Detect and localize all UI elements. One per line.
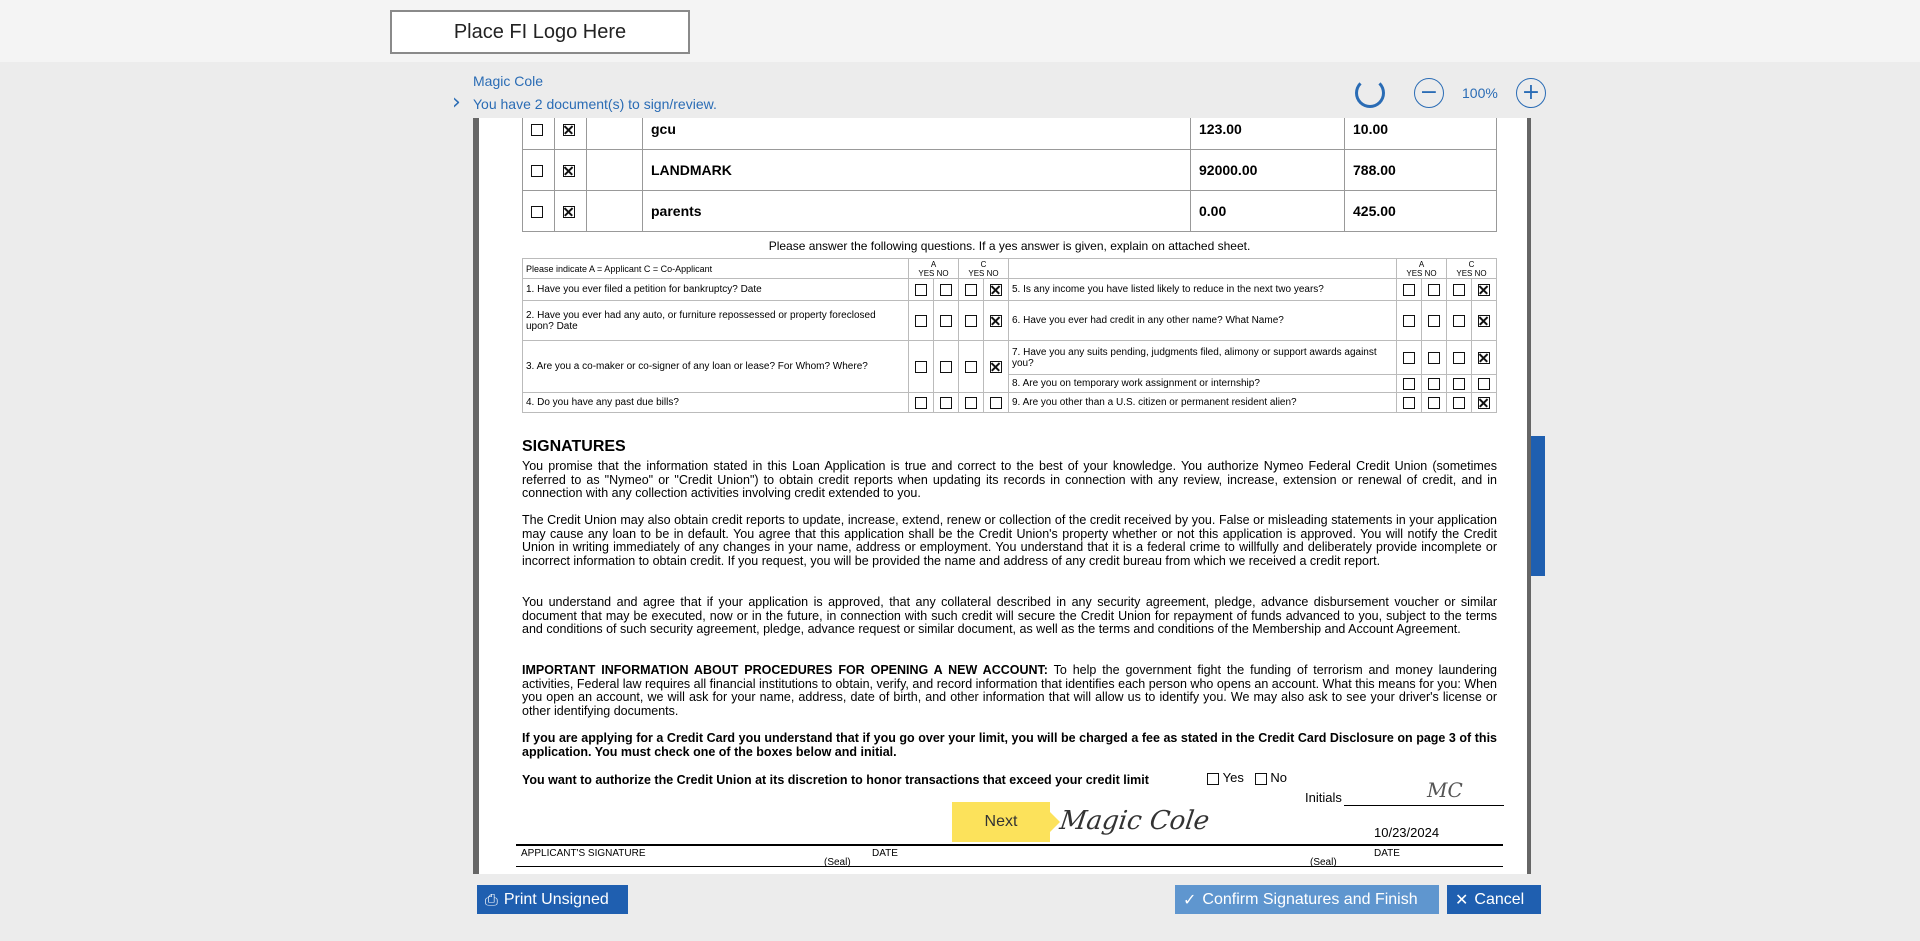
chevron-right-icon[interactable]: › bbox=[452, 90, 461, 115]
checkbox-checked[interactable] bbox=[1478, 352, 1490, 364]
checkbox[interactable] bbox=[1428, 378, 1440, 390]
checkbox[interactable] bbox=[965, 361, 977, 373]
confirm-signatures-button[interactable]: ✓ Confirm Signatures and Finish bbox=[1175, 885, 1439, 914]
checkbox[interactable] bbox=[940, 315, 952, 327]
checkbox-checked[interactable] bbox=[1478, 284, 1490, 296]
signature-line bbox=[516, 844, 1503, 846]
seal-label: (Seal) bbox=[824, 857, 851, 868]
questions-table: Please indicate A = Applicant C = Co-Applicant A YES NO C YES NO A YES NO C YES NO 1. Have you ever filed a petition for bankruptcy? Date 5. Is any income you have listed likely to reduce in the next two years? 2. Have you ever had any auto, or furniture repossessed or property foreclosed upon? Date 6. Have you ever had credit in any other name? What Name? 3. Are you a co-maker or co-signer of any loan or lease? For Whom? Where? 7. Have you any suits pending, judgments filed, alimony or support awards against you? 8. Are you on temporary work assignment or internship? 4. Do you have any past due bills? 9. Are you other than a U.S. citizen or permanent resident alien? bbox=[522, 258, 1497, 413]
checkbox[interactable] bbox=[1453, 315, 1465, 327]
liability-row: LANDMARK 92000.00 788.00 bbox=[523, 150, 1497, 191]
initials-value[interactable]: MC bbox=[1427, 778, 1463, 802]
question-4: 4. Do you have any past due bills? bbox=[523, 393, 909, 413]
question-7: 7. Have you any suits pending, judgments filed, alimony or support awards against you? bbox=[1009, 341, 1397, 375]
documents-message: You have 2 document(s) to sign/review. bbox=[473, 96, 717, 112]
checkbox[interactable] bbox=[1428, 397, 1440, 409]
initials-line bbox=[1344, 805, 1504, 806]
cancel-button[interactable]: ✕ Cancel bbox=[1447, 885, 1541, 914]
refresh-icon[interactable] bbox=[1355, 78, 1385, 108]
indicate-label: Please indicate A = Applicant C = Co-Applicant bbox=[523, 259, 909, 279]
user-bar bbox=[0, 62, 1920, 118]
checkbox[interactable] bbox=[1478, 378, 1490, 390]
limit-options: Yes No bbox=[1207, 770, 1287, 785]
checkbox-checked[interactable] bbox=[990, 284, 1002, 296]
checkbox[interactable] bbox=[1453, 378, 1465, 390]
applicant-signature[interactable]: Magic Cole bbox=[1057, 806, 1212, 836]
checkbox[interactable] bbox=[940, 284, 952, 296]
printer-icon: ⎙ bbox=[485, 889, 498, 909]
paragraph-authorization: You promise that the information stated in this Loan Application is true and correct to the best of your knowledge. You authorize Nymeo Federal Credit Union (sometimes referred to as "Nymeo" or "Credit Union") to obtain credit reports when updating its records in connection with any review, increase, extension or renewal of credit, and in connection with any collection activities involving credit extended to you. bbox=[522, 459, 1497, 500]
checkbox[interactable] bbox=[965, 284, 977, 296]
checkbox[interactable] bbox=[1453, 284, 1465, 296]
zoom-level: 100% bbox=[1462, 85, 1498, 101]
signature-date: 10/23/2024 bbox=[1374, 825, 1440, 840]
liability-row: gcu 123.00 10.00 bbox=[523, 118, 1497, 150]
co-signature-line bbox=[516, 866, 1503, 867]
checkbox[interactable] bbox=[1403, 284, 1415, 296]
checkbox[interactable] bbox=[965, 315, 977, 327]
checkbox[interactable] bbox=[531, 206, 543, 218]
checkbox-checked[interactable] bbox=[1478, 315, 1490, 327]
checkbox[interactable] bbox=[915, 397, 927, 409]
checkbox[interactable] bbox=[1453, 397, 1465, 409]
questions-intro: Please answer the following questions. If a yes answer is given, explain on attached sheet. bbox=[768, 239, 1251, 253]
paragraph-credit-card: If you are applying for a Credit Card you understand that if you go over your limit, you will be charged a fee as stated in the Credit Card Disclosure on page 3 of this application. You must check one of the boxes below and initial. bbox=[522, 731, 1497, 759]
question-3: 3. Are you a co-maker or co-signer of any loan or lease? For Whom? Where? bbox=[523, 341, 909, 393]
checkbox[interactable] bbox=[1403, 315, 1415, 327]
no-checkbox[interactable] bbox=[1255, 773, 1267, 785]
checkbox-checked[interactable] bbox=[563, 165, 575, 177]
checkbox-checked[interactable] bbox=[1478, 397, 1490, 409]
document-viewer[interactable] bbox=[473, 118, 1531, 874]
checkbox[interactable] bbox=[915, 361, 927, 373]
checkbox[interactable] bbox=[940, 397, 952, 409]
checkbox[interactable] bbox=[1428, 352, 1440, 364]
paragraph-collateral: You understand and agree that if your application is approved, that any collateral described in any security agreement, pledge, advance disbursement voucher or similar document that may be executed, now or in the future, in connection with such credit will secure the Credit Union for repayment of funds advanced to you, subject to the terms and conditions of such security agreement, pledge, advance request or similar document, as well as the terms and conditions of the Membership and Account Agreement. bbox=[522, 595, 1497, 636]
question-2: 2. Have you ever had any auto, or furniture repossessed or property foreclosed upon? Date bbox=[523, 301, 909, 341]
paragraph-authorize-limit: You want to authorize the Credit Union at its discretion to honor transactions that exceed your credit limit bbox=[522, 773, 1149, 787]
user-name: Magic Cole bbox=[473, 73, 544, 89]
checkbox[interactable] bbox=[915, 315, 927, 327]
question-5: 5. Is any income you have listed likely to reduce in the next two years? bbox=[1009, 279, 1397, 301]
close-icon: ✕ bbox=[1455, 890, 1469, 909]
fi-logo-placeholder: Place FI Logo Here bbox=[390, 10, 690, 54]
paragraph-new-account: IMPORTANT INFORMATION ABOUT PROCEDURES FOR OPENING A NEW ACCOUNT: To help the government fight the funding of terrorism and money laundering activities, Federal law requires all financial institutions to obtain, verify, and record information that identifies each person who opens an account. What this means for you: When you open an account, we will ask for your name, address, date of birth, and other information that will allow us to identify you. We may also ask to see your driver's license or other identifying documents. bbox=[522, 663, 1497, 718]
checkbox[interactable] bbox=[531, 165, 543, 177]
checkbox-checked[interactable] bbox=[563, 124, 575, 136]
scrollbar-thumb[interactable] bbox=[1531, 436, 1545, 576]
checkbox[interactable] bbox=[1428, 315, 1440, 327]
applicant-signature-label: APPLICANT'S SIGNATURE bbox=[521, 848, 646, 859]
checkbox[interactable] bbox=[531, 124, 543, 136]
signatures-heading: SIGNATURES bbox=[522, 438, 626, 455]
question-6: 6. Have you ever had credit in any other name? What Name? bbox=[1009, 301, 1397, 341]
checkbox-checked[interactable] bbox=[990, 361, 1002, 373]
checkbox-checked[interactable] bbox=[563, 206, 575, 218]
checkbox[interactable] bbox=[1403, 378, 1415, 390]
checkbox[interactable] bbox=[915, 284, 927, 296]
liabilities-table bbox=[522, 118, 1497, 232]
checkbox[interactable] bbox=[990, 397, 1002, 409]
checkbox[interactable] bbox=[965, 397, 977, 409]
date-label: DATE bbox=[1374, 848, 1400, 859]
print-unsigned-button[interactable]: ⎙ Print Unsigned bbox=[477, 885, 628, 914]
checkbox[interactable] bbox=[1428, 284, 1440, 296]
seal-label: (Seal) bbox=[1310, 857, 1337, 868]
checkmark-icon: ✓ bbox=[1183, 890, 1197, 909]
question-8: 8. Are you on temporary work assignment or internship? bbox=[1009, 375, 1397, 393]
initials-label: Initials bbox=[1305, 790, 1342, 805]
question-1: 1. Have you ever filed a petition for bankruptcy? Date bbox=[523, 279, 909, 301]
date-label: DATE bbox=[872, 848, 898, 859]
checkbox-checked[interactable] bbox=[990, 315, 1002, 327]
yes-checkbox[interactable] bbox=[1207, 773, 1219, 785]
zoom-out-button[interactable]: − bbox=[1414, 78, 1444, 108]
checkbox[interactable] bbox=[940, 361, 952, 373]
top-banner bbox=[0, 0, 1920, 62]
zoom-in-button[interactable]: + bbox=[1516, 78, 1546, 108]
checkbox[interactable] bbox=[1403, 397, 1415, 409]
checkbox[interactable] bbox=[1403, 352, 1415, 364]
next-button[interactable]: Next bbox=[952, 802, 1050, 842]
checkbox[interactable] bbox=[1453, 352, 1465, 364]
paragraph-credit-reports: The Credit Union may also obtain credit reports to update, increase, extend, renew or collection of the credit received by you. False or misleading statements in your application may cause any loan to be in default. You agree that this application shall be the Credit Union's property whether or not this application is approved. You will notify the Credit Union in writing immediately of any changes in your name, address or employment. You understand that it is a federal crime to willfully and deliberately provide incomplete or incorrect information to obtain credit. If you request, you will be provided the name and address of any credit bureau from which we received a credit report. bbox=[522, 513, 1497, 568]
question-9: 9. Are you other than a U.S. citizen or permanent resident alien? bbox=[1009, 393, 1397, 413]
liability-row: parents 0.00 425.00 bbox=[523, 191, 1497, 232]
